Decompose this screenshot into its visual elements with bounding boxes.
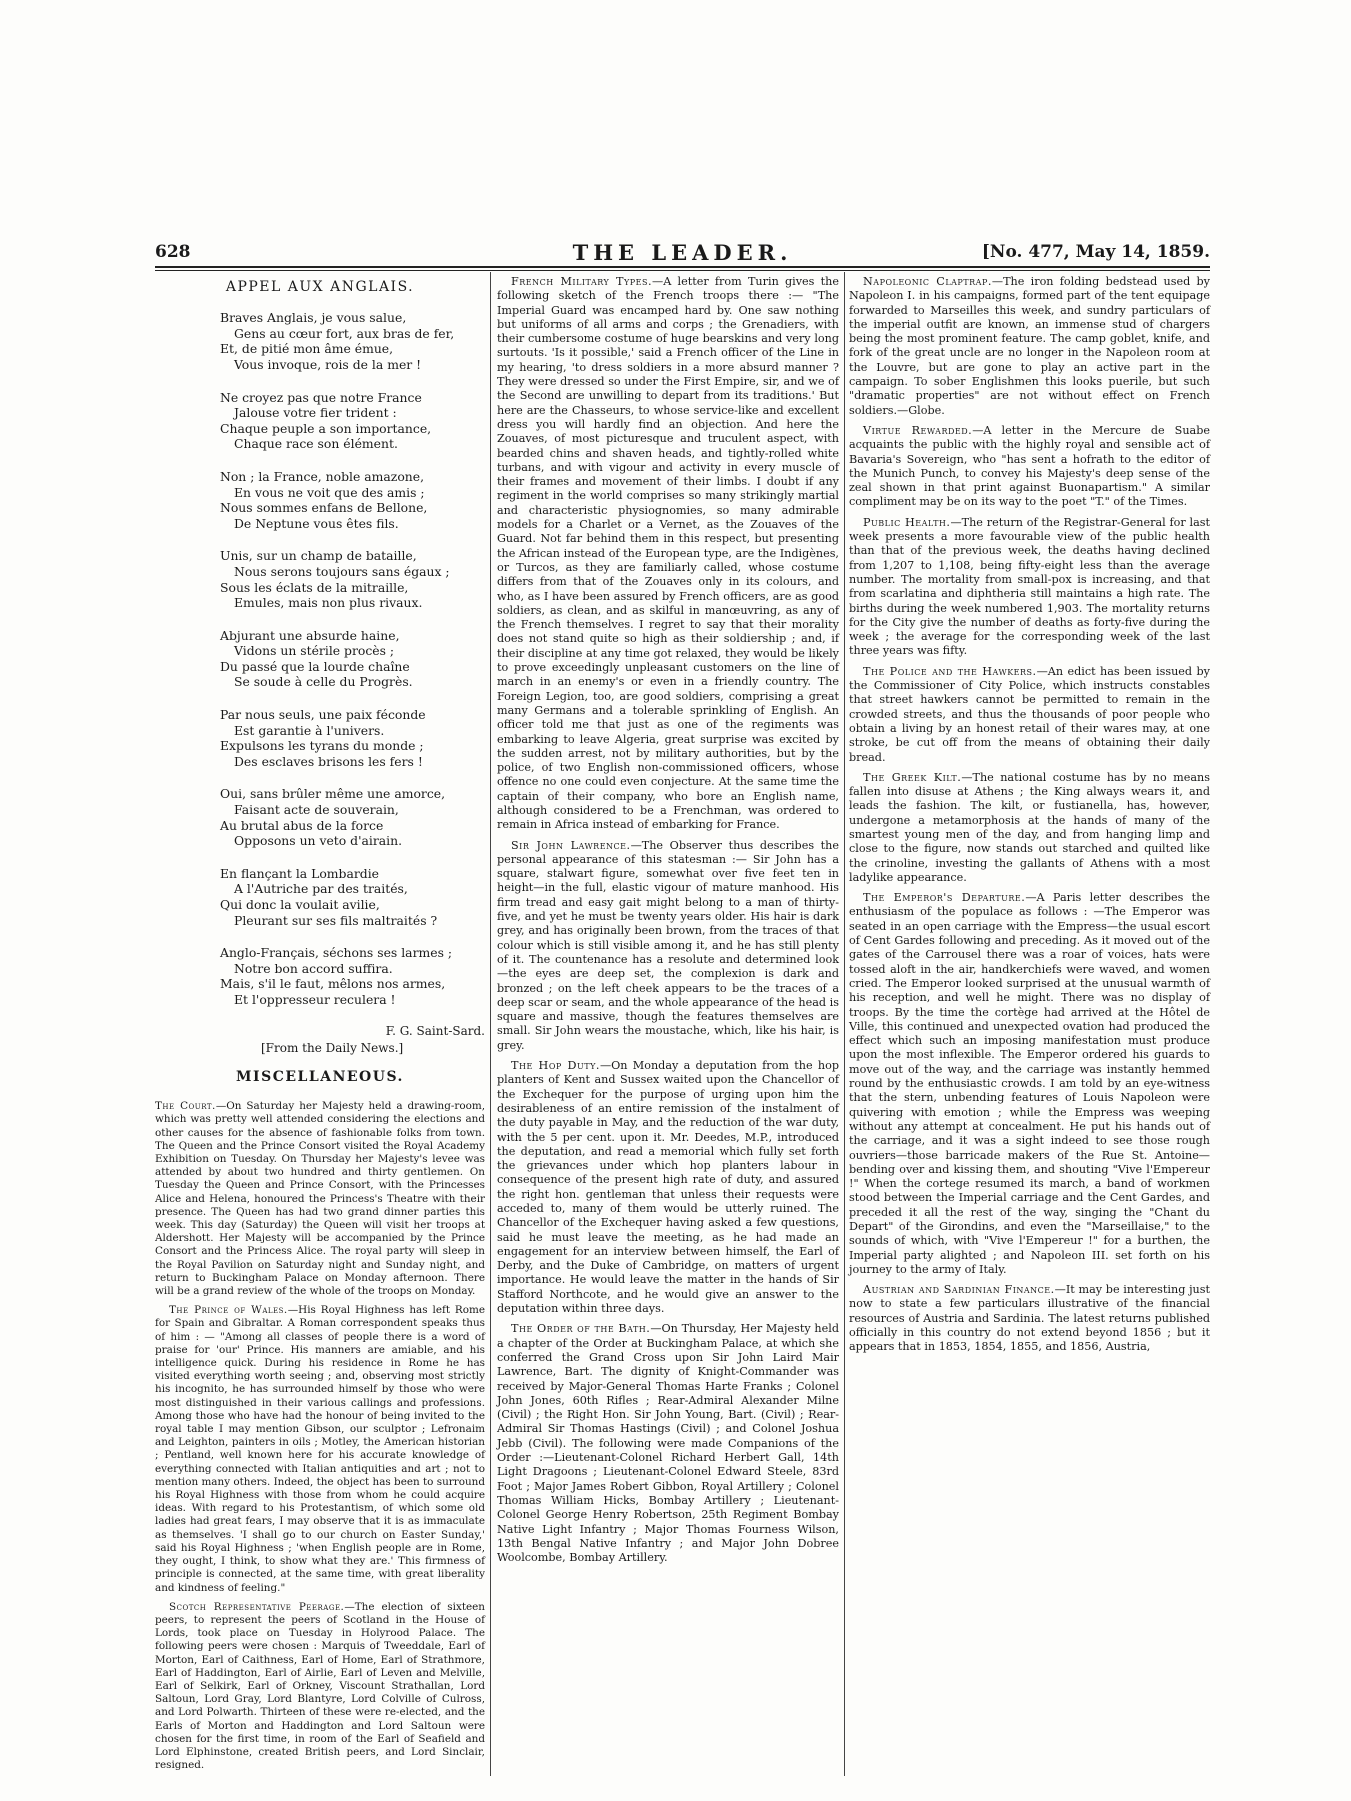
poem-line: En vous ne voit que des amis ;	[234, 484, 425, 500]
poem-signature: F. G. Saint-Sard.	[385, 1023, 485, 1038]
article-lead: The Prince of Wales.	[169, 1304, 288, 1317]
article-prince: The Prince of Wales.—His Royal Highness has left Rome for Spain and Gibraltar. A Roman correspondent speaks thus of him : — "Among all classes of people there is a word of praise for 'our' Prince. His manners are amiable, and his intelligence quick. During his residence in Rome he has visited everything worth seeing ; and, observing most strictly his incognito, he has surrounded himself by those who were most distinguished in their various callings and professions. Among those who have had the honour of being invited to the royal table I may mention Gibson, our sculptor ; Lefronaim and Leighton, painters in oils ; Motley, the American historian ; Pentland, well known here for his accurate knowledge of everything connected with Italian antiquities and art ; not to mention many others. Indeed, the object has been to surround his Royal Highness with those from whom he could acquire ideas. With regard to his Protestantism, of which some old ladies had great fears, I may observe that it is as immaculate as themselves. 'I shall go to our church on Easter Sunday,' said his Royal Highness ; 'when English people are in Rome, they ought, I think, to show what they are.' This firmness of principle is connected, at the same time, with great liberality and kindness of feeling."	[155, 1304, 486, 1594]
poem-line: Vidons un stérile procès ;	[234, 643, 395, 659]
article-scotch: Scotch Representative Peerage.—The election of sixteen peers, to represent the peers of Scotland in the House of Lords, took place on Tuesday in Holyrood Palace. The following peers were chosen : Marquis of Tweeddale, Earl of Morton, Earl of Caithness, Earl of Home, Earl of Strathmore, Earl of Haddington, Earl of Airlie, Earl of Leven and Melville, Earl of Selkirk, Earl of Orkney, Viscount Strathallan, Lord Saltoun, Lord Gray, Lord Blantyre, Lord Colville of Culross, and Lord Polwarth. Thirteen of these were re-elected, and the Earls of Morton and Haddington and Lord Saltoun were chosen for the first time, in room of the Earl of Seafield and Lord Elphinstone, created British peers, and Lord Sinclair, resigned.	[155, 1600, 485, 1772]
poem-line: Opposons un veto d'airain.	[234, 833, 403, 849]
poem-title: APPEL AUX ANGLAIS.	[225, 279, 415, 295]
poem-line: Mais, s'il le faut, mêlons nos armes,	[220, 976, 446, 992]
poem-line: Emules, mais non plus rivaux.	[234, 595, 423, 611]
poem-stanza	[155, 548, 485, 610]
poem-line: Faisant acte de souverain,	[234, 802, 399, 818]
poem-stanza	[155, 390, 485, 452]
poem-line: Unis, sur un champ de bataille,	[220, 548, 417, 564]
poem-line: Chaque race son élément.	[234, 436, 398, 452]
article-lead: Public Health.	[863, 515, 951, 529]
article-lead: The Emperor's Departure.	[863, 891, 1026, 905]
masthead-title: THE LEADER.	[572, 240, 793, 265]
poem-body	[155, 310, 485, 1007]
poem-stanza	[155, 866, 485, 928]
article-lawrence: Sir John Lawrence.—The Observer thus describes the personal appearance of this statesman :— Sir John has a square, stalwart figure, somewhat over five feet ten in height—in the full, elastic vigour of mature manhood. His firm tread and easy gait might belong to a man of thirty-five, and yet he must be twenty years older. His hair is dark grey, and has originally been brown, from the traces of that colour which is still visible among it, and he has still plenty of it. The countenance has a resolute and determined look—the eyes are deep set, the complexion is dark and bronzed ; on the left cheek appears to be the traces of a deep scar or seam, and the whole appearance of the head is square and massive, though the features themselves are small. Sir John wears the moustache, which, like his hair, is grey.	[497, 838, 839, 1052]
poem-stanza	[155, 945, 485, 1007]
poem-stanza	[155, 707, 485, 769]
article-lead: Napoleonic Claptrap.	[863, 275, 992, 288]
article-lead: The Order of the Bath.	[511, 1322, 651, 1336]
poem-line: Expulsons les tyrans du monde ;	[220, 738, 424, 754]
article-lead: Austrian and Sardinian Finance.	[863, 1283, 1055, 1297]
article-police: The Police and the Hawkers.—An edict has been issued by the Commissioner of City Police, which instructs constables that street hawkers cannot be permitted to remain in the crowded streets, and thus the thousands of poor people who obtain a living by an honest retail of their wares may, at one stroke, be cut off from the means of obtaining their daily bread.	[849, 664, 1210, 764]
article-court: The Court.—On Saturday her Majesty held a drawing-room, which was pretty well attended considering the elections and other causes for the absence of fashionable folks from town. The Queen and the Prince Consort visited the Royal Academy Exhibition on Tuesday. On Thursday her Majesty's levee was attended by about two hundred and thirty gentlemen. On Tuesday the Queen and Prince Consort, with the Princesses Alice and Helena, honoured the Princess's Theatre with their presence. The Queen has had two grand dinner parties this week. This day (Saturday) the Queen will visit her troops at Aldershott. Her Majesty will be accompanied by the Prince Consort and the Princess Alice. The royal party will sleep in the Royal Pavilion on Saturday night and Sunday night, and return to Buckingham Palace on Monday afternoon. There will be a grand review of the whole of the troops on Monday.	[155, 1100, 486, 1298]
poem-stanza	[155, 310, 485, 372]
poem-line: Sous les éclats de la mitraille,	[220, 579, 409, 595]
poem-stanza	[155, 786, 485, 848]
article-lead: The Greek Kilt.	[863, 770, 962, 784]
header-rule-thin	[155, 270, 1210, 271]
article-bath: The Order of the Bath.—On Thursday, Her Majesty held a chapter of the Order at Buckingham Palace, at which she conferred the Grand Cross upon Sir John Laird Mair Lawrence, Bart. The dignity of Knight-Commander was received by Major-General Thomas Harte Franks ; Colonel John Jones, 60th Rifles ; Rear-Admiral Alexander Milne (Civil) ; the Right Hon. Sir John Young, Bart. (Civil) ; Rear-Admiral Sir Thomas Hastings (Civil) ; and Colonel Joshua Jebb (Civil). The following were made Companions of the Order :—Lieutenant-Colonel Richard Herbert Gall, 14th Light Dragoons ; Lieutenant-Colonel Edward Steele, 83rd Foot ; Major James Robert Gibbon, Royal Artillery ; Colonel Thomas William Hicks, Bombay Artillery ; Lieutenant-Colonel George Henry Robertson, 25th Regiment Bombay Native Light Infantry ; Major Thomas Fourness Wilson, 13th Bengal Native Infantry ; and Major John Dobree Woolcombe, Bombay Artillery.	[497, 1322, 839, 1565]
poem-line: Abjurant une absurde haine,	[220, 627, 400, 643]
article-kilt: The Greek Kilt.—The national costume has by no means fallen into disuse at Athens ; the King always wears it, and leads the fashion. The kilt, or fustianella, has, however, undergone a metamorphosis at the hands of many of the smartest young men of the day, and from hanging limp and close to the figure, now stands out starched and quilted like the crinoline, investing the gallants of Athens with a most ladylike appearance.	[849, 770, 1210, 884]
poem-line: Ne croyez pas que notre France	[220, 389, 422, 405]
poem-line: Nous sommes enfans de Bellone,	[220, 500, 428, 516]
poem-source: [From the Daily News.]	[261, 1040, 404, 1055]
poem-line: Qui donc la voulait avilie,	[220, 897, 380, 913]
poem-line: Non ; la France, noble amazone,	[220, 468, 425, 484]
poem-line: Et, de pitié mon âme émue,	[220, 341, 394, 357]
article-lead: Virtue Rewarded.	[863, 423, 973, 437]
issue-date: [No. 477, May 14, 1859.	[981, 242, 1210, 262]
article-napoleonic: Napoleonic Claptrap.—The iron folding bedstead used by Napoleon I. in his campaigns, formed part of the tent equipage forwarded to Marseilles this week, and sundry particulars of the imperial outfit are known, an immense stud of chargers being the most prominent feature. The camp goblet, knife, and fork of the great uncle are no longer in the Napoleon room at the Louvre, but are gone to play an active part in the campaign. To sober Englishmen this looks puerile, but such "dramatic properties" are not without effect on French soldiers.—Globe.	[849, 275, 1210, 417]
column-2	[497, 275, 839, 1571]
article-lead: The Court.	[155, 1100, 216, 1113]
poem-line: Par nous seuls, une paix féconde	[220, 707, 426, 723]
poem-line: Jalouse votre fier trident :	[234, 405, 397, 421]
poem-line: Gens au cœur fort, aux bras de fer,	[234, 325, 455, 341]
poem-line: Notre bon accord suffira.	[234, 960, 393, 976]
column-divider	[844, 272, 845, 1776]
article-virtue: Virtue Rewarded.—A letter in the Mercure de Suabe acquaints the public with the highly royal and sensible act of Bavaria's Sovereign, who "has sent a hofrath to the editor of the Munich Punch, to convey his Majesty's deep sense of the zeal shown in that print against Buonapartism." A similar compliment may be on its way to the poet "T." of the Times.	[849, 423, 1210, 509]
page-header	[155, 242, 1210, 266]
poem-line: Braves Anglais, je vous salue,	[220, 310, 407, 326]
poem-line: Pleurant sur ses fils maltraités ?	[234, 912, 438, 928]
poem-stanza	[155, 628, 485, 690]
page-number: 628	[155, 242, 191, 262]
section-heading: MISCELLANEOUS.	[236, 1068, 404, 1085]
article-hop: The Hop Duty.—On Monday a deputation from the hop planters of Kent and Sussex waited upon the Chancellor of the Exchequer for the purpose of urging upon him the desirableness of an entire remission of the instalment of the duty payable in May, and the reduction of the war duty, with the 5 per cent. upon it. Mr. Deedes, M.P., introduced the deputation, and read a memorial which fully set forth the grievances under which hop planters labour in consequence of the present high rate of duty, and assured the right hon. gentleman that unless their requests were acceded to, many of them would be utterly ruined. The Chancellor of the Exchequer having asked a few questions, said he must leave the meeting, as he had made an engagement for an interview between himself, the Earl of Derby, and the Duke of Cambridge, on matters of urgent importance. He would leave the matter in the hands of Sir Stafford Northcote, and he would give an answer to the deputation within three days.	[497, 1059, 839, 1316]
article-lead: The Hop Duty.	[511, 1059, 600, 1073]
poem-line: Oui, sans brûler même une amorce,	[220, 786, 446, 802]
poem-line: Et l'oppresseur reculera !	[234, 991, 396, 1007]
article-french: French Military Types.—A letter from Turin gives the following sketch of the French troops there :— "The Imperial Guard was encamped hard by. One saw nothing but uniforms of all arms and corps ; the Grenadiers, with their cumbersome costume of huge bearskins and very long surtouts. 'Is it possible,' said a French officer of the Line in my hearing, 'to dress soldiers in a more absurd manner ? They were dressed so under the First Empire, sir, and we of the Second are unwilling to depart from its traditions.' But here are the Chasseurs, to whose service-like and excellent dress you will hardly find an objection. And here the Zouaves, of most picturesque and truculent aspect, with bearded chins and shaven heads, and tightly-rolled white turbans, and with vigour and activity in every muscle of their frames and movement of their limbs. I doubt if any regiment in the world comprises so many strikingly martial and characteristic physiognomies, so many admirable models for a Charlet or a Vernet, as the Zouaves of the Guard. Not far behind them in this respect, but presenting the African instead of the European type, are the Indigènes, or Turcos, as they are familiarly called, whose costume differs from that of the Zouaves only in its colours, and who, as I have been assured by French officers, are as good soldiers, as clean, and as skilful in manœuvring, as any of the French themselves. I regret to say that their morality does not stand quite so high as their soldiership ; and, if their discipline at any time got relaxed, they would be likely to prove exceedingly unpleasant customers on the line of march in an enemy's or even in a friendly country. The Foreign Legion, too, are good soldiers, comprising a great many Germans and a tolerable sprinkling of English. An officer told me that just as one of the regiments was embarking to leave Algeria, great surprise was excited by the sudden arrest, not by military authorities, but by the police, of two English non-commissioned officers, whose offence no one could even conjecture. At the same time the captain of their company, who bore an English name, although considered to be a Frenchman, was ordered to remain in Africa instead of embarking for France.	[497, 275, 839, 832]
poem-line: Chaque peuple a son importance,	[220, 420, 432, 436]
poem-line: A l'Autriche par des traités,	[234, 881, 408, 897]
poem-stanza	[155, 469, 485, 531]
column-1	[155, 275, 485, 1778]
column-divider	[490, 272, 491, 1776]
article-lead: French Military Types.	[511, 275, 653, 288]
column-3	[849, 275, 1210, 1361]
poem-line: En flançant la Lombardie	[220, 865, 380, 881]
poem-line: Se soude à celle du Progrès.	[234, 674, 413, 690]
article-lead: The Police and the Hawkers.	[863, 664, 1037, 678]
poem-line: Anglo-Français, séchons ses larmes ;	[220, 945, 453, 961]
poem-line: Est garantie à l'univers.	[234, 722, 385, 738]
header-rule	[155, 266, 1210, 268]
article-austrian: Austrian and Sardinian Finance.—It may be interesting just now to state a few particulars illustrative of the financial resources of Austria and Sardinia. The latest returns published officially in this country do not extend beyond 1856 ; but it appears that in 1853, 1854, 1855, and 1856, Austria,	[849, 1283, 1210, 1354]
article-emperor: The Emperor's Departure.—A Paris letter describes the enthusiasm of the populace as follows : —The Emperor was seated in an open carriage with the Empress—the usual escort of Cent Gardes following and preceding. As it moved out of the gates of the Carrousel there was a roar of voices, hats were tossed aloft in the air, handkerchiefs were waved, and women cried. The Emperor looked surprised at the unusual warmth of his reception, and well he might. There was no display of troops. By the time the cortège had arrived at the Hôtel de Ville, this continued and unexpected ovation had produced the effect which such an imposing manifestation must produce upon the most inflexible. The Emperor ordered his guards to move out of the way, and the carriage was instantly hemmed round by the enthusiastic crowds. I am told by an eye-witness that the stern, unbending features of Louis Napoleon were quivering with emotion ; while the Empress was weeping without any attempt at concealment. He put his hands out of the carriage, and it was a sight indeed to see those rough ouvriers—those barricade makers of the Rue St. Antoine—bending over and kissing them, and shouting "Vive l'Empereur !" When the cortege resumed its march, a band of workmen stood between the Imperial carriage and the Cent Gardes, and preceded it all the rest of the way, singing the "Chant du Depart" of the Girondins, and even the "Marseillaise," to the sounds of which, with "Vive l'Empereur !" for a burthen, the Imperial party alighted ; and Napoleon III. set forth on his journey to the army of Italy.	[849, 891, 1210, 1276]
article-health: Public Health.—The return of the Registrar-General for last week presents a more favourable view of the public health than that of the previous week, the deaths having declined from 1,207 to 1,108, being fifty-eight less than the average number. The mortality from small-pox is increasing, and that from scarlatina and diphtheria still maintains a high rate. The births during the week numbered 1,903. The mortality returns for the City give the number of deaths as forty-five during the week ; the average for the corresponding week of the last three years was fifty.	[849, 515, 1211, 658]
poem-line: Des esclaves brisons les fers !	[234, 753, 423, 769]
poem-line: Nous serons toujours sans égaux ;	[234, 563, 450, 579]
poem-line: Vous invoque, rois de la mer !	[234, 356, 422, 372]
poem-line: Au brutal abus de la force	[220, 817, 384, 833]
article-lead: Sir John Lawrence.	[511, 838, 631, 852]
article-lead: Scotch Representative Peerage.	[169, 1600, 345, 1613]
poem-line: Du passé que la lourde chaîne	[220, 658, 410, 674]
poem-line: De Neptune vous êtes fils.	[234, 515, 399, 531]
